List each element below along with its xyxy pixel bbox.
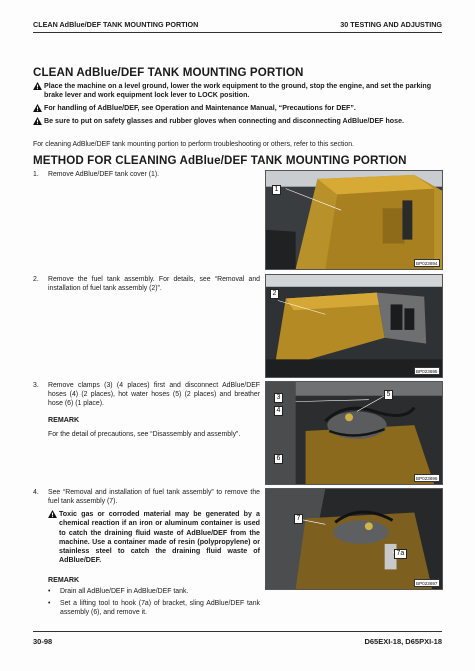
bullet-icon: • bbox=[48, 588, 51, 595]
warning-triangle-icon bbox=[33, 104, 42, 112]
figure-hoses bbox=[265, 381, 443, 485]
bullet-icon: • bbox=[48, 600, 51, 607]
fuel-tank-photo bbox=[266, 275, 442, 377]
callout-7: 7 bbox=[294, 514, 303, 524]
page-number: 30-98 bbox=[33, 637, 53, 646]
bullet-item bbox=[48, 599, 260, 617]
callout-2: 2 bbox=[270, 289, 279, 299]
warning-2 bbox=[33, 104, 443, 113]
step-4-warning-text: Toxic gas or corroded material may be generated by a chemical reaction if an iron or aluminum container is used to catch the draining fluid waste of AdBlue/DEF from the machine. Use a container made of resin (polypropylene) or stainless steel to catch the draining fluid waste of AdBlue/DEF. bbox=[59, 510, 260, 565]
figure-tank-cover bbox=[265, 170, 443, 270]
warning-3-text: Be sure to put on safety glasses and rubber gloves when connecting and disconnecting AdBlue/DEF hose. bbox=[44, 117, 405, 125]
step-text: Remove the fuel tank assembly. For details, see “Removal and installation of fuel tank assembly (2)”. bbox=[48, 276, 260, 293]
warning-2-text: For handling of AdBlue/DEF, see Operation and Maintenance Manual, “Precautions for DEF”. bbox=[44, 104, 356, 112]
step-3 bbox=[33, 381, 260, 409]
step-text: Remove clamps (3) (4 places) first and disconnect AdBlue/DEF hoses (4) (2 places), hot water hoses (5) (2 places) and breather hose (6) (1 place). bbox=[48, 382, 260, 408]
intro-note: For cleaning AdBlue/DEF tank mounting portion to perform troubleshooting or others, refer to this section. bbox=[33, 141, 354, 148]
callout-6: 6 bbox=[274, 454, 283, 464]
method-title: METHOD FOR CLEANING AdBlue/DEF TANK MOUNTING PORTION bbox=[33, 154, 407, 167]
callout-1: 1 bbox=[272, 185, 281, 195]
callout-5: 5 bbox=[384, 390, 393, 400]
bullet-item bbox=[48, 587, 260, 596]
figure-id: BP023694 bbox=[414, 259, 440, 267]
step-text: See “Removal and installation of fuel tank assembly” to remove the fuel tank assembly (7). bbox=[48, 489, 260, 506]
header-rule bbox=[33, 32, 442, 33]
step-number: 2. bbox=[33, 276, 39, 283]
step-4 bbox=[33, 488, 260, 506]
header-right: 30 TESTING AND ADJUSTING bbox=[340, 20, 442, 29]
remark-heading: REMARK bbox=[48, 576, 80, 584]
model-name: D65EXI-18, D65PXI-18 bbox=[364, 637, 442, 646]
step-number: 3. bbox=[33, 382, 39, 389]
figure-id: BP023695 bbox=[414, 367, 440, 375]
warning-1 bbox=[33, 82, 443, 101]
figure-tank-removal bbox=[265, 488, 443, 590]
step-text: Remove AdBlue/DEF tank cover (1). bbox=[48, 171, 160, 178]
warning-3 bbox=[33, 117, 443, 126]
step-number: 1. bbox=[33, 171, 39, 178]
callout-7a: 7a bbox=[394, 549, 407, 559]
step-2 bbox=[33, 275, 260, 293]
remark-heading: REMARK bbox=[48, 416, 80, 424]
figure-id: BP023697 bbox=[414, 579, 440, 587]
remark-text: For the detail of precautions, see “Disassembly and assembly”. bbox=[48, 431, 241, 438]
figure-fuel-tank bbox=[265, 274, 443, 378]
figure-id: BP023696 bbox=[414, 474, 440, 482]
bullet-text: Drain all AdBlue/DEF in AdBlue/DEF tank. bbox=[60, 588, 189, 595]
footer-rule bbox=[33, 631, 442, 632]
step-1 bbox=[33, 170, 260, 179]
warning-triangle-icon bbox=[48, 510, 57, 518]
tank-removal-photo bbox=[266, 489, 442, 589]
warning-1-text: Place the machine on a level ground, lower the work equipment to the ground, stop the engine, and set the parking brake lever and work equipment lock lever to LOCK position. bbox=[44, 82, 432, 100]
step-4-warning bbox=[48, 510, 260, 566]
hoses-photo bbox=[266, 382, 442, 484]
warning-triangle-icon bbox=[33, 117, 42, 125]
header-left: CLEAN AdBlue/DEF TANK MOUNTING PORTION bbox=[33, 20, 199, 29]
callout-4: 4 bbox=[274, 406, 283, 416]
running-header bbox=[33, 13, 442, 29]
callout-3: 3 bbox=[274, 393, 283, 403]
tank-cover-photo bbox=[266, 171, 442, 269]
warning-triangle-icon bbox=[33, 82, 42, 90]
bullet-text: Set a lifting tool to hook (7a) of bracket, sling AdBlue/DEF tank assembly (6), and remove it. bbox=[60, 600, 260, 617]
section-title: CLEAN AdBlue/DEF TANK MOUNTING PORTION bbox=[33, 66, 304, 79]
step-number: 4. bbox=[33, 489, 39, 496]
